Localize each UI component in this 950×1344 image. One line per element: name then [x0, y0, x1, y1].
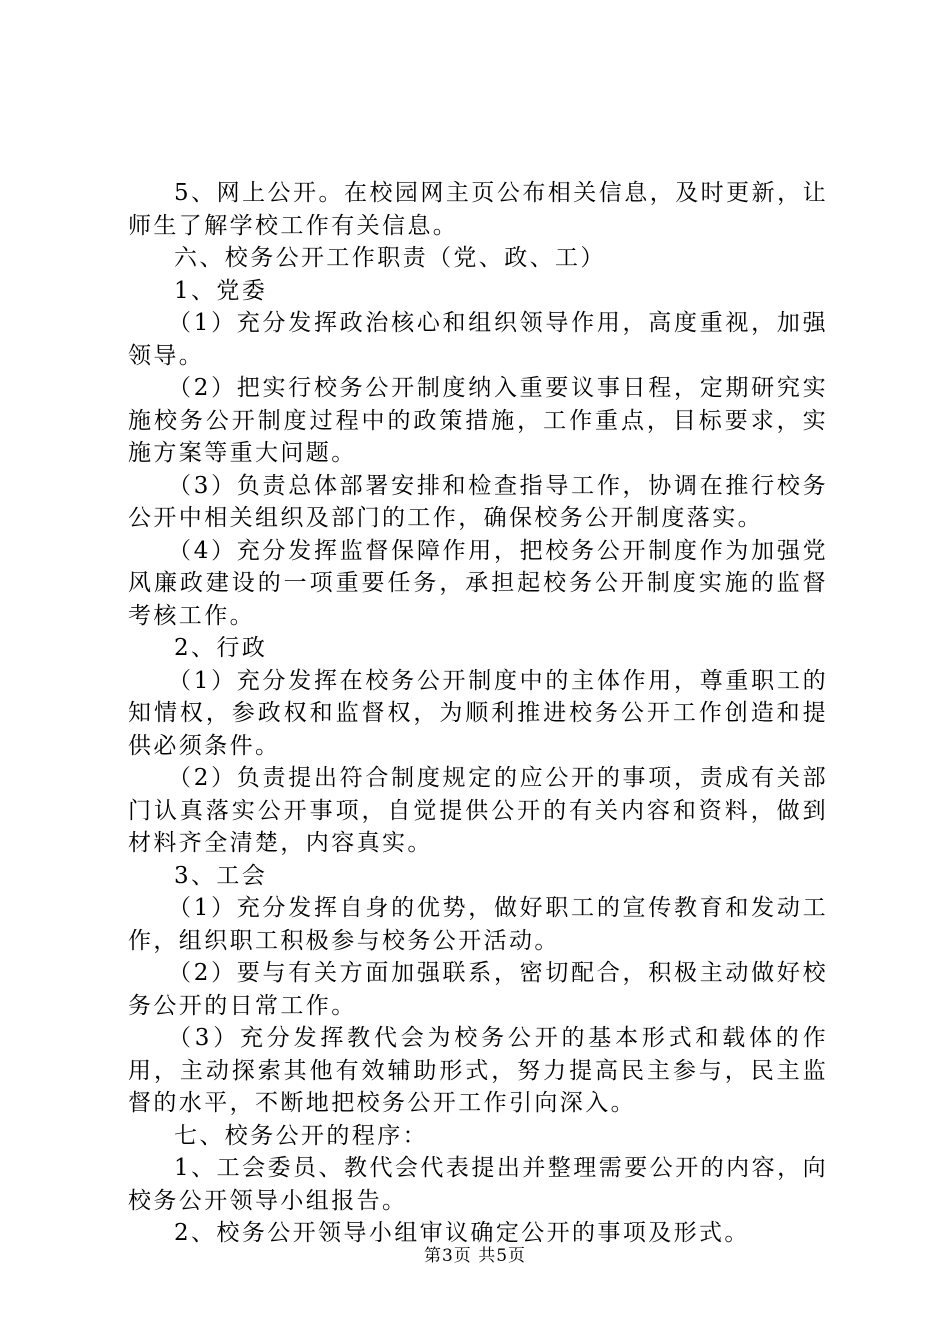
paragraph-procedure-step-1: 1、工会委员、教代会代表提出并整理需要公开的内容，向校务公开领导小组报告。 [128, 1155, 828, 1214]
subheading-administration: 2、行政 [174, 635, 268, 661]
paragraph-union-item-2: （2）要与有关方面加强联系，密切配合，积极主动做好校务公开的日常工作。 [128, 960, 828, 1019]
paragraph-party-item-3: （3）负责总体部署安排和检查指导工作，协调在推行校务公开中相关组织及部门的工作，确保校务公开制度落实。 [128, 472, 828, 531]
paragraph-admin-item-1: （1）充分发挥在校务公开制度中的主体作用，尊重职工的知情权，参政权和监督权，为顺利推进校务公开工作创造和提供必须条件。 [128, 667, 828, 759]
paragraph-admin-item-2: （2）负责提出符合制度规定的应公开的事项，责成有关部门认真落实公开事项，自觉提供公开的有关内容和资料，做到材料齐全清楚，内容真实。 [128, 765, 828, 856]
subheading-party-committee: 1、党委 [174, 277, 268, 304]
subheading-trade-union: 3、工会 [174, 862, 268, 889]
heading-section-seven: 七、校务公开的程序： [174, 1122, 428, 1149]
paragraph-party-item-1: （1）充分发挥政治核心和组织领导作用，高度重视，加强领导。 [128, 310, 828, 369]
paragraph-party-item-4: （4）充分发挥监督保障作用，把校务公开制度作为加强党风廉政建设的一项重要任务，承担起校务公开制度实施的监督考核工作。 [128, 537, 828, 629]
paragraph-online-disclosure: 5、网上公开。在校园网主页公布相关信息，及时更新，让师生了解学校工作有关信息。 [128, 180, 828, 239]
document-body [128, 177, 828, 1250]
paragraph-union-item-1: （1）充分发挥自身的优势，做好职工的宣传教育和发动工作，组织职工积极参与校务公开活动。 [128, 895, 828, 954]
paragraph-union-item-3: （3）充分发挥教代会为校务公开的基本形式和载体的作用，主动探索其他有效辅助形式，努力提高民主参与，民主监督的水平，不断地把校务公开工作引向深入。 [128, 1025, 828, 1116]
page-number-footer: 第3页 共5页 [423, 1246, 527, 1266]
heading-section-six: 六、校务公开工作职责（党、政、工） [174, 245, 606, 271]
paragraph-procedure-step-2: 2、校务公开领导小组审议确定公开的事项及形式。 [174, 1220, 750, 1246]
paragraph-party-item-2: （2）把实行校务公开制度纳入重要议事日程，定期研究实施校务公开制度过程中的政策措施，工作重点，目标要求，实施方案等重大问题。 [128, 375, 828, 466]
